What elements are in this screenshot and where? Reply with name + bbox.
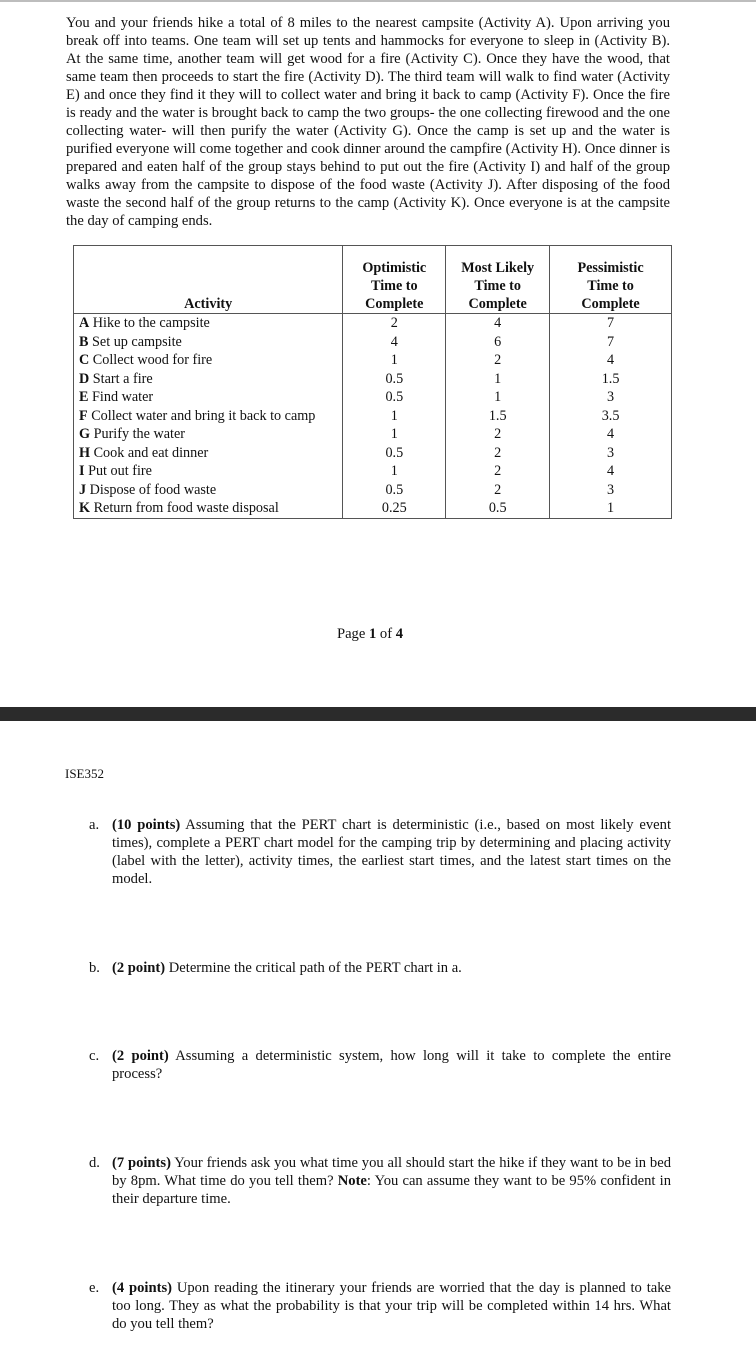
- course-code: ISE352: [65, 766, 104, 781]
- top-rule: [0, 0, 756, 2]
- page-divider: [0, 707, 756, 721]
- question-e: e. (4 points) Upon reading the itinerary your friends are worried that the day is planned to take too long. They as what the probability is that your trip will be completed within 14 hrs. What do you tell them?: [89, 1280, 671, 1332]
- table-row: H Cook and eat dinner 0.5 2 3: [74, 444, 672, 463]
- table-row: E Find water 0.5 1 3: [74, 388, 672, 407]
- question-c: c. (2 point) Assuming a deterministic system, how long will it take to complete the entire process?: [89, 1048, 671, 1082]
- activity-rows: [74, 314, 672, 519]
- table-row: K Return from food waste disposal 0.25 0.5 1: [74, 499, 672, 518]
- header-most-likely: Most Likely Time to Complete: [446, 246, 550, 314]
- question-label: b.: [89, 960, 100, 976]
- table-row: B Set up campsite 4 6 7: [74, 333, 672, 352]
- activity-time-table: [73, 245, 672, 519]
- question-label: c.: [89, 1048, 100, 1064]
- header-optimistic: Optimistic Time to Complete: [343, 246, 446, 314]
- question-label: e.: [89, 1280, 100, 1296]
- question-label: a.: [89, 817, 100, 833]
- question-b: b. (2 point) Determine the critical path of the PERT chart in a.: [89, 960, 462, 976]
- table-row: C Collect wood for fire 1 2 4: [74, 351, 672, 370]
- question-d: d. (7 points) Your friends ask you what time you all should start the hike if they want to be in bed by 8pm. What time do you tell them? Note: You can assume they want to be 95% confident in their departure time.: [89, 1155, 672, 1207]
- table-header-row: [74, 246, 672, 314]
- page-number: Page 1 of 4: [336, 626, 404, 642]
- table-row: G Purify the water 1 2 4: [74, 425, 672, 444]
- question-a: a. (10 points) Assuming that the PERT chart is deterministic (i.e., based on most likely event times), complete a PERT chart model for the camping trip by determining and placing activity (label with the letter), activity times, the earliest start times, and the latest start times on the model.: [89, 817, 671, 887]
- header-pessimistic: Pessimistic Time to Complete: [550, 246, 672, 314]
- table-row: I Put out fire 1 2 4: [74, 462, 672, 481]
- table-row: F Collect water and bring it back to camp 1 1.5 3.5: [74, 407, 672, 426]
- table-row: A Hike to the campsite 2 4 7: [74, 314, 672, 333]
- table-row: D Start a fire 0.5 1 1.5: [74, 370, 672, 389]
- table-row: J Dispose of food waste 0.5 2 3: [74, 481, 672, 500]
- question-label: d.: [89, 1155, 100, 1171]
- header-activity: Activity: [74, 246, 343, 314]
- scenario-paragraph: You and your friends hike a total of 8 miles to the nearest campsite (Activity A). Upon arriving you break off into teams. One team will set up tents and hammocks for everyone to sleep in (Activity B). At the same time, another team will get wood for a fire (Activity C). Once they have the wood, that same team then proceeds to start the fire (Activity D). The third team will walk to find water (Activity E) and once they find it they will to collect water and bring it back to camp (Activity F). Once the fire is ready and the water is brought back to camp the two groups- the one collecting firewood and the one collecting water- will then purify the water (Activity G). Once the camp is set up and the water is purified everyone will come together and cook dinner around the campfire (Activity H). Once dinner is prepared and eaten half of the group stays behind to put out the fire (Activity I) and half of the group walks away from the campsite to dispose of the food waste (Activity J). After disposing of the food waste the second half of the group returns to the camp (Activity K). Once everyone is at the campsite the day of camping ends.: [66, 15, 670, 229]
